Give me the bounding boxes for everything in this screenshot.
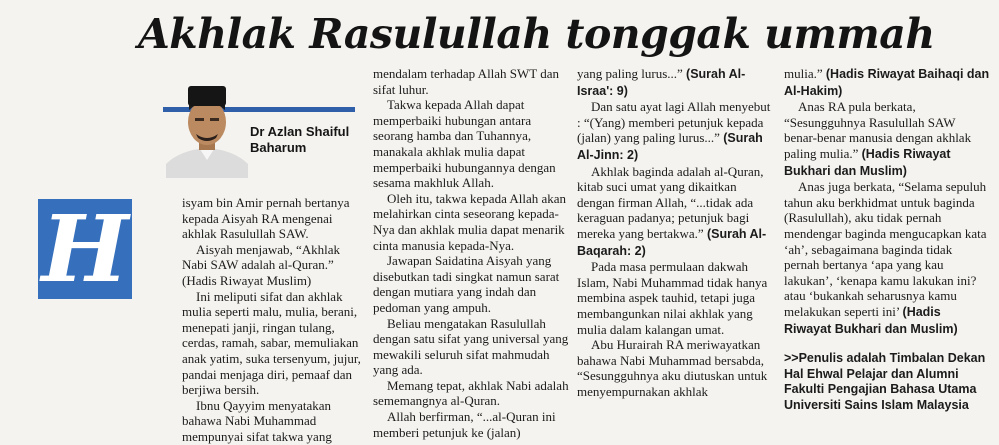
paragraph: Memang tepat, akhlak Nabi adalah sememangnya al-Quran. <box>373 377 569 409</box>
headline: Akhlak Rasulullah tonggak ummah <box>138 10 935 58</box>
paragraph-text: Pada masa permulaan dakwah Islam, Nabi Muhammad tidak hanya membina aspek tauhid, tetapi juga membangunkan nilai akhlak yang mulia dalam kalangan umat. <box>577 259 768 337</box>
paragraph: Ibnu Qayyim menyatakan bahawa Nabi Muhammad mempunyai sifat takwa yang <box>182 397 332 444</box>
paragraph-text: mulia.” <box>784 66 826 81</box>
author-name-line2: Baharum <box>250 140 307 155</box>
paragraph <box>577 259 774 337</box>
author-note <box>784 351 990 413</box>
paragraph-text: Abu Hurairah RA meriwayatkan bahawa Nabi Muhammad bersabda, “Sesungguhnya aku diutuskan untuk menyempurnakan akhlak <box>577 337 768 399</box>
paragraph <box>784 66 990 99</box>
column-3 <box>577 66 774 399</box>
paragraph-text: Anas RA pula berkata, “Sesungguhnya Rasulullah SAW benar-benar manusia dengan akhlak paling mulia.” <box>784 99 972 161</box>
citation: (Hadis Riwayat Baihaqi dan Al-Hakim) <box>784 67 990 98</box>
paragraph <box>577 337 774 399</box>
author-byline <box>250 124 349 156</box>
paragraph: Takwa kepada Allah dapat memperbaiki hubungan antara seorang hamba dan Tuhannya, manakala akhlak mulia dapat memperbaiki hubungannya dengan sesama makhluk Allah. <box>373 97 556 191</box>
paragraph: mendalam terhadap Allah SWT dan sifat luhur. <box>373 66 560 97</box>
paragraph-text: Akhlak baginda adalah al-Quran, kitab suci umat yang dikaitkan dengan firman Allah, “...tidak ada keraguan padanya; petunjuk bagi mereka yang bertakwa.” <box>577 163 764 241</box>
citation: (Surah Al-Israa': 9) <box>577 67 746 98</box>
author-name-line1: Dr Azlan Shaiful <box>250 124 350 139</box>
paragraph <box>577 164 774 260</box>
paragraph <box>577 99 774 163</box>
paragraph: Allah berfirman, “...al-Quran ini memberi petunjuk ke (jalan) <box>373 409 556 440</box>
column-1 <box>182 195 368 445</box>
paragraph <box>577 66 774 99</box>
column-2 <box>373 66 570 440</box>
paragraph: Oleh itu, takwa kepada Allah akan melahirkan cinta seseorang kepada-Nya dan akhlak mulia dapat menarik cinta manusia kepada-Nya. <box>373 190 567 253</box>
author-photo <box>166 80 248 178</box>
citation: (Hadis Riwayat Bukhari dan Muslim) <box>784 304 958 336</box>
paragraph-text: Anas juga berkata, “Selama sepuluh tahun aku berkhidmat untuk baginda (Rasulullah), aku tidak pernah mendengar baginda mengucapkan kata ‘ah’, sebagaimana baginda tidak pernah bertanya ‘apa yang kau lakukan’, ‘kenapa kamu lakukan ini? atau ‘bukankah seharusnya kamu melakukan seperti ini’ <box>784 179 987 319</box>
paragraph-text: Dan satu ayat lagi Allah menyebut : “(Yang) memberi petunjuk kepada (jalan) yang paling lurus...” <box>577 99 771 146</box>
paragraph: Ini meliputi sifat dan akhlak mulia seperti malu, mulia, berani, menepati janji, ringan tulang, cerdas, ramah, sabar, memuliakan anak yatim, suka tersenyum, jujur, pandai menjaga diri, pemaaf dan berjiwa bersih. <box>182 288 361 398</box>
paragraph: isyam bin Amir pernah bertanya kepada Aisyah RA mengenai akhlak Rasulullah SAW. <box>182 195 350 242</box>
drop-cap: H <box>38 199 132 299</box>
paragraph <box>784 179 990 337</box>
paragraph: Aisyah menjawab, “Akhlak Nabi SAW adalah al-Quran.” (Hadis Riwayat Muslim) <box>182 241 341 288</box>
paragraph-text: yang paling lurus...” <box>577 66 687 81</box>
paragraph <box>784 99 990 179</box>
citation: (Surah Al-Jinn: 2) <box>577 131 763 162</box>
citation: (Surah Al-Baqarah: 2) <box>577 226 767 258</box>
paragraph: Beliau mengatakan Rasulullah dengan satu sifat yang universal yang mewakili seluruh sifat mahmudah yang ada. <box>373 315 569 378</box>
author-note-text: >>Penulis adalah Timbalan Dekan Hal Ehwal Pelajar dan Alumni Fakulti Pengajian Bahasa Utama Universiti Sains Islam Malaysia <box>784 351 986 412</box>
paragraph: Jawapan Saidatina Aisyah yang disebutkan tadi singkat namun sarat dengan mutiara yang indah dan pedoman yang ampuh. <box>373 253 560 315</box>
column-4 <box>784 66 990 413</box>
citation: (Hadis Riwayat Bukhari dan Muslim) <box>784 146 951 178</box>
